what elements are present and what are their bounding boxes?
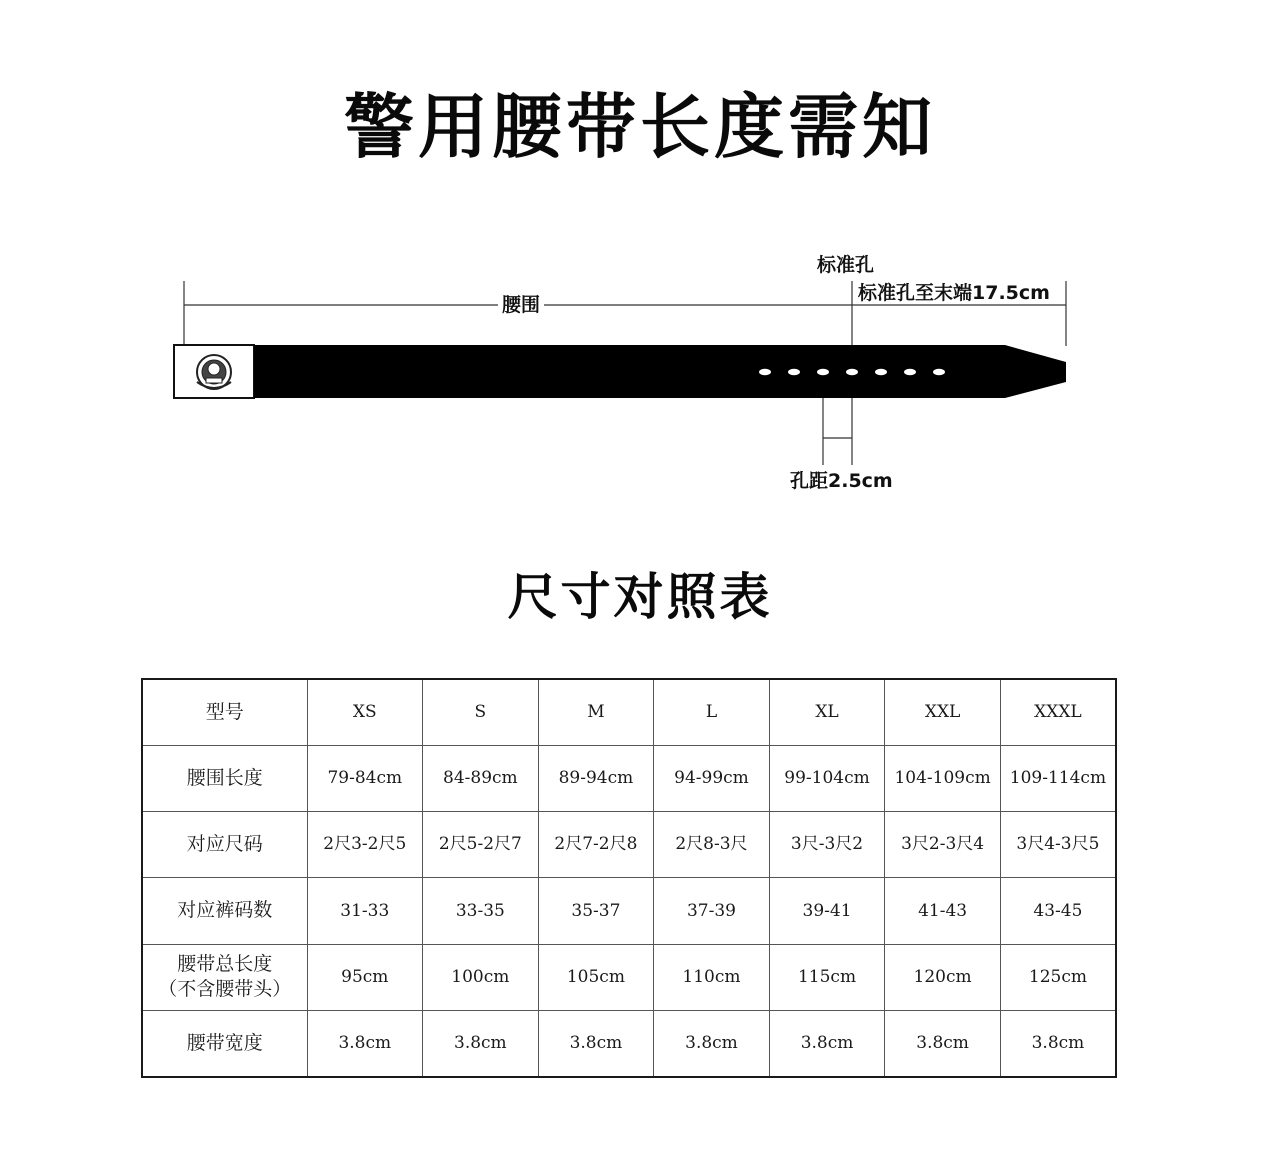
table-cell: XS	[307, 679, 423, 745]
row-header-label: 对应尺码	[186, 833, 263, 855]
size-chart-table	[141, 678, 1117, 1078]
table-cell: 104-109cm	[885, 745, 1001, 811]
table-cell: XL	[769, 679, 885, 745]
table-cell: 35-37	[538, 878, 654, 944]
page-title: 警用腰带长度需知	[344, 86, 936, 168]
table-row	[142, 1011, 1116, 1077]
table-cell: 89-94cm	[538, 745, 654, 811]
row-header-sublabel: （不含腰带头）	[158, 978, 292, 1001]
row-header	[142, 944, 307, 1010]
table-row	[142, 679, 1116, 745]
table-cell: 105cm	[538, 944, 654, 1010]
table-cell: 84-89cm	[423, 745, 539, 811]
table-row	[142, 812, 1116, 878]
table-cell: 31-33	[307, 878, 423, 944]
belt-hole	[846, 369, 858, 375]
table-cell: 109-114cm	[1000, 745, 1116, 811]
standard-hole-label: 标准孔	[817, 254, 875, 276]
row-header-label: 型号	[205, 700, 244, 723]
belt-hole	[817, 369, 829, 375]
row-header	[142, 1011, 307, 1077]
belt-hole	[904, 369, 916, 375]
table-title: 尺寸对照表	[507, 568, 773, 626]
belt-hole	[933, 369, 945, 375]
table-cell: 3尺4-3尺5	[1000, 812, 1116, 878]
table-cell: XXL	[885, 679, 1001, 745]
table-cell: XXXL	[1000, 679, 1116, 745]
table-cell: 2尺7-2尺8	[538, 812, 654, 878]
table-cell: 120cm	[885, 944, 1001, 1010]
table-cell: 100cm	[423, 944, 539, 1010]
table-cell: 3尺2-3尺4	[885, 812, 1001, 878]
hole-spacing-label: 孔距2.5cm	[790, 470, 893, 492]
table-cell: L	[654, 679, 770, 745]
table-cell: 39-41	[769, 878, 885, 944]
table-cell: 3.8cm	[307, 1011, 423, 1077]
table-row	[142, 745, 1116, 811]
table-row	[142, 878, 1116, 944]
table-cell: 110cm	[654, 944, 770, 1010]
table-cell: 3尺-3尺2	[769, 812, 885, 878]
table-row	[142, 944, 1116, 1010]
belt-hole	[759, 369, 771, 375]
belt-diagram	[0, 0, 1280, 540]
waist-label: 腰围	[498, 296, 544, 315]
row-header-label: 腰带宽度	[186, 1031, 263, 1054]
table-cell: 115cm	[769, 944, 885, 1010]
police-emblem-icon	[197, 355, 231, 389]
table-cell: 3.8cm	[1000, 1011, 1116, 1077]
row-header	[142, 812, 307, 878]
belt-hole	[875, 369, 887, 375]
row-header	[142, 878, 307, 944]
row-header-label: 腰围长度	[186, 766, 263, 789]
row-header	[142, 745, 307, 811]
table-cell: 79-84cm	[307, 745, 423, 811]
row-header	[142, 679, 307, 745]
table-cell: M	[538, 679, 654, 745]
table-cell: 2尺3-2尺5	[307, 812, 423, 878]
table-cell: 3.8cm	[538, 1011, 654, 1077]
table-cell: 3.8cm	[885, 1011, 1001, 1077]
table-cell: 33-35	[423, 878, 539, 944]
table-cell: 37-39	[654, 878, 770, 944]
size-chart-body	[142, 679, 1116, 1077]
table-cell: 3.8cm	[654, 1011, 770, 1077]
table-cell: 125cm	[1000, 944, 1116, 1010]
hole-to-end-label: 标准孔至末端17.5cm	[858, 282, 1050, 304]
row-header-label: 对应裤码数	[177, 899, 273, 922]
table-cell: 2尺8-3尺	[654, 812, 770, 878]
table-cell: S	[423, 679, 539, 745]
table-cell: 94-99cm	[654, 745, 770, 811]
table-cell: 41-43	[885, 878, 1001, 944]
table-cell: 95cm	[307, 944, 423, 1010]
table-cell: 99-104cm	[769, 745, 885, 811]
table-cell: 3.8cm	[423, 1011, 539, 1077]
belt-hole	[788, 369, 800, 375]
belt-diagram-svg	[0, 0, 1280, 540]
table-cell: 43-45	[1000, 878, 1116, 944]
table-cell: 3.8cm	[769, 1011, 885, 1077]
row-header-label: 腰带总长度	[177, 952, 273, 975]
table-cell: 2尺5-2尺7	[423, 812, 539, 878]
